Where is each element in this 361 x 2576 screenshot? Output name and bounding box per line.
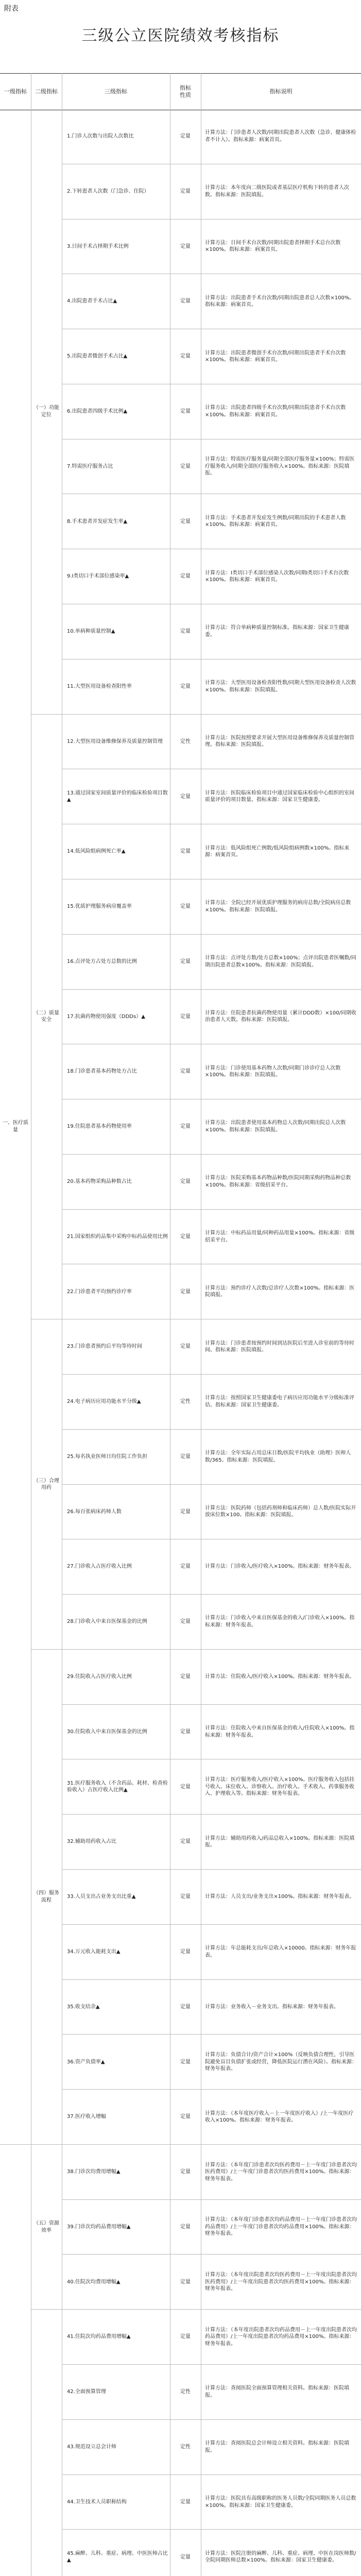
indicator-nature: 定性 <box>170 2420 201 2475</box>
indicator-nature: 定量 <box>170 2310 201 2365</box>
indicator-description: 计算方法：医院采购基本药物品种数/医院同期采购药物品种总数×100%。指标来源：省级招采平台。 <box>201 1155 361 1210</box>
indicator-nature: 定量 <box>170 1595 201 1650</box>
indicator-description: 计算方法：中标药品用量/同种药品用量×100%。指标来源：省级招采平台。 <box>201 1210 361 1265</box>
indicator-description: 计算方法：低风险组死亡例数/低风险组病例数×100%。指标来源：病案首页。 <box>201 824 361 879</box>
indicator-nature: 定量 <box>170 2145 201 2200</box>
level2-cell: （一）功能定位 <box>31 109 62 715</box>
indicator-name: 34.万元收入能耗支出▲ <box>62 1925 170 1980</box>
indicator-name: 9.Ⅰ类切口手术部位感染率▲ <box>62 549 170 604</box>
indicator-nature: 定量 <box>170 1870 201 1925</box>
indicator-nature: 定量 <box>170 769 201 824</box>
indicator-nature: 定量 <box>170 1980 201 2035</box>
indicator-name: 30.住院收入中来自医保基金的比例 <box>62 1705 170 1760</box>
indicator-description: 计算方法：医院注册的麻醉、儿科、重症、病理、中医在岗医师数/全院同期医师总数×100%。指标来源：国家卫生健康委。 <box>201 2530 361 2576</box>
header-nature: 指标 性质 <box>180 84 191 98</box>
indicator-description: 计算方法：辅助用药收入/药品总收入×100%。指标来源：医院填报。 <box>201 1815 361 1870</box>
indicator-name: 41.住院次均药品费用增幅▲ <box>62 2310 170 2365</box>
indicator-name: 29.住院收入占医疗收入比例 <box>62 1650 170 1705</box>
indicator-name: 18.门诊患者基本药物处方占比 <box>62 1044 170 1099</box>
indicator-nature: 定量 <box>170 659 201 715</box>
indicator-name: 33.人员支出占业务支出比重▲ <box>62 1870 170 1925</box>
indicator-name: 37.医疗收入增幅 <box>62 2090 170 2145</box>
indicator-description: 计算方法：门诊患者人次数/同期出院患者人次数（急诊、健康体检者不计入）。指标来源：病案首页。 <box>201 109 361 164</box>
appendix-label: 附表 <box>4 5 19 13</box>
indicator-nature: 定量 <box>170 2255 201 2310</box>
table-header <box>0 73 361 110</box>
indicator-description: 计算方法：医院按照要求开展大型医用设备维修保养及质量控制管理。指标来源：医院填报。 <box>201 715 361 770</box>
indicator-description: 计算方法：出院患者四级手术台次数/同期出院患者手术台次数×100%。指标来源：病案首页。 <box>201 384 361 439</box>
indicator-nature: 定量 <box>170 384 201 439</box>
indicator-description: 计算方法：人员支出/业务支出×100%。指标来源：财务年报表。 <box>201 1870 361 1925</box>
indicator-nature: 定量 <box>170 1650 201 1705</box>
indicator-nature: 定量 <box>170 1430 201 1485</box>
indicator-description: 计算方法：医院临床检验项目中通过国家临床检验中心组织的室间质量评价的项目数量。指标来源：国家卫生健康委。 <box>201 769 361 824</box>
indicator-nature: 定量 <box>170 824 201 879</box>
indicator-name: 19.住院患者基本药物使用率 <box>62 1099 170 1155</box>
indicator-nature: 定量 <box>170 879 201 935</box>
indicator-description: 计算方法：医院药师（包括药剂师和临床药师）总人数/医院实际开放床位数×100。指标来源：医院填报。 <box>201 1485 361 1540</box>
indicator-description: 计算方法：住院患者抗菌药物使用量（累计DDD数）×100/同期收治患者人天数。指标来源：医院填报。 <box>201 990 361 1045</box>
indicator-name: 39.门诊次均药品费用增幅▲ <box>62 2200 170 2255</box>
indicator-description: 计算方法：门诊收入中来自医保基金的收入/门诊收入×100%。指标来源：财务年报表。 <box>201 1595 361 1650</box>
indicator-description: 计算方法：点评处方数/处方总数×100%；点评出院患者医嘱数/同期出院患者总数×100%。指标来源：医院填报。 <box>201 935 361 990</box>
indicator-description: 计算方法：日间手术台次数/同期出院患者择期手术总台次数×100%。指标来源：病案首页。 <box>201 219 361 275</box>
indicator-nature: 定性 <box>170 715 201 770</box>
indicator-description: 计算方法：全年实际占用总床日数/医院平均执业（助理）医师人数/365。指标来源：医院填报。 <box>201 1430 361 1485</box>
header-desc: 指标说明 <box>269 88 293 95</box>
indicator-description: 计算方法：本年度向二级医院或者基层医疗机构下转的患者人次数。指标来源：医院填报。 <box>201 164 361 219</box>
indicator-name: 42.全面预算管理 <box>62 2365 170 2420</box>
indicator-name: 44.卫生技术人员职称结构 <box>62 2475 170 2530</box>
indicator-nature: 定量 <box>170 1210 201 1265</box>
indicator-nature: 定量 <box>170 1485 201 1540</box>
page-title: 三级公立医院绩效考核指标 <box>81 27 280 45</box>
indicator-description: 计算方法：查阅医院全面预算管理相关资料。指标来源：医院填报。 <box>201 2365 361 2420</box>
indicator-name: 4.出院患者手术占比▲ <box>62 274 170 329</box>
indicator-nature: 定量 <box>170 219 201 275</box>
indicator-name: 43.规范设立总会计师 <box>62 2420 170 2475</box>
indicator-description: 计算方法：符合单病种质量控制标准。指标来源：国家卫生健康委。 <box>201 604 361 659</box>
indicator-name: 38.门诊次均费用增幅▲ <box>62 2145 170 2200</box>
indicator-description: 计算方法：特需医疗服务量/同期全部医疗服务量×100%；特需医疗服务收入/同期全部医疗服务收入×100%。指标来源：医院填报。 <box>201 439 361 495</box>
indicator-name: 6.出院患者四级手术比例▲ <box>62 384 170 439</box>
level2-cell: （三）合理用药 <box>31 1319 62 1650</box>
indicator-nature: 定量 <box>170 1264 201 1319</box>
indicator-nature: 定量 <box>170 1319 201 1375</box>
indicator-description: 计算方法：（本年度门诊患者次均药品费用－上一年度门诊患者次均药品费用）/上一年度门诊患者次均药品费用×100%。指标来源：财务年报表。 <box>201 2200 361 2255</box>
indicator-nature: 定量 <box>170 1705 201 1760</box>
indicator-nature: 定量 <box>170 549 201 604</box>
level2-cell: （五）资源效率 <box>31 2145 62 2310</box>
indicator-description: 计算方法：门诊收入/医疗收入×100%。指标来源：财务年报表。 <box>201 1539 361 1595</box>
indicator-nature: 定量 <box>170 935 201 990</box>
indicator-name: 14.低风险组病例死亡率▲ <box>62 824 170 879</box>
indicator-description: 计算方法：业务收入－业务支出。指标来源：财务年报表。 <box>201 1980 361 2035</box>
indicator-name: 32.辅助用药收入占比 <box>62 1815 170 1870</box>
indicator-name: 16.点评处方占处方总数的比例 <box>62 935 170 990</box>
indicator-name: 8.手术患者并发症发生率▲ <box>62 494 170 549</box>
indicator-description: 计算方法：（本年度出院患者次均医药费用－上一年度出院患者次均医药费用）/上一年度出院患者次均医药费用×100%。指标来源：财务年报表。 <box>201 2255 361 2310</box>
indicator-description: 计算方法：出院患者使用基本药物总人次数/同期出院总人次数×100%。指标来源：医院填报。 <box>201 1099 361 1155</box>
indicator-name: 25.每名执业医师日均住院工作负担 <box>62 1430 170 1485</box>
indicator-description: 计算方法：门诊患者按预约时间到达医院后至进入诊室前的等待时间。指标来源：医院填报。 <box>201 1319 361 1375</box>
indicator-name: 11.大型医用设备检查阳性率 <box>62 659 170 715</box>
indicator-nature: 定量 <box>170 2035 201 2090</box>
indicator-description: 计算方法：手术患者并发症发生例数/同期出院的手术患者人数×100%。指标来源：病案首页。 <box>201 494 361 549</box>
indicator-name: 3.日间手术占择期手术比例 <box>62 219 170 275</box>
level1-cell <box>0 2145 31 2576</box>
indicator-nature: 定量 <box>170 494 201 549</box>
indicator-name: 21.国家组织药品集中采购中标药品使用比例 <box>62 1210 170 1265</box>
indicator-nature: 定性 <box>170 1375 201 1430</box>
indicator-description: 计算方法：医疗服务收入/医疗收入×100%。医疗服务收入包括挂号收入、床位收入、诊察收入、治疗收入、手术收入、药事服务收入、护理收入等。指标来源：财务年报表。 <box>201 1759 361 1815</box>
indicator-description: 计算方法：（本年度医疗收入－上一年度医疗收入）/上一年度医疗收入×100%。指标来源：财务年报表。 <box>201 2090 361 2145</box>
indicator-nature: 定量 <box>170 329 201 384</box>
indicator-nature: 定量 <box>170 990 201 1045</box>
indicator-name: 35.收支结余▲ <box>62 1980 170 2035</box>
indicator-name: 31.医疗服务收入（不含药品、耗材、检查检验收入）占医疗收入比例▲ <box>62 1759 170 1815</box>
indicator-name: 28.门诊收入中来自医保基金的比例 <box>62 1595 170 1650</box>
indicator-nature: 定量 <box>170 274 201 329</box>
indicator-name: 26.每百张病床药师人数 <box>62 1485 170 1540</box>
indicator-description: 计算方法：门诊使用基本药物人次数/同期门诊诊疗总人次数×100%。指标来源：医院填报。 <box>201 1044 361 1099</box>
indicator-name: 13.通过国家室间质量评价的临床检验项目数▲ <box>62 769 170 824</box>
indicator-name: 23.门诊患者预约后平均等待时间 <box>62 1319 170 1375</box>
indicator-name: 17.抗菌药物使用强度（DDDs）▲ <box>62 990 170 1045</box>
indicator-description: 计算方法：住院收入/医疗收入×100%。指标来源：财务年报表。 <box>201 1650 361 1705</box>
header-level2: 二级指标 <box>35 88 58 95</box>
indicator-nature: 定量 <box>170 2200 201 2255</box>
indicator-nature: 定量 <box>170 604 201 659</box>
indicator-nature: 定量 <box>170 2475 201 2530</box>
header-level3: 三级指标 <box>105 88 127 95</box>
indicator-name: 27.门诊收入占医疗收入比例 <box>62 1539 170 1595</box>
header-level1: 一级指标 <box>4 88 27 95</box>
indicator-description: 计算方法：Ⅰ类切口手术部位感染人次数/同期Ⅰ类切口手术台次数×100%。指标来源：病案首页。 <box>201 549 361 604</box>
level2-cell: （四）服务流程 <box>31 1650 62 2145</box>
indicator-nature: 定量 <box>170 1539 201 1595</box>
indicator-description: 计算方法：大型医用设备检查阳性数/同期大型医用设备检查人次数×100%。指标来源：医院填报。 <box>201 659 361 715</box>
indicator-nature: 定量 <box>170 2530 201 2576</box>
indicator-name: 24.电子病历应用功能水平分级▲ <box>62 1375 170 1430</box>
indicator-name: 20.基本药物采购品种数占比 <box>62 1155 170 1210</box>
indicator-nature: 定量 <box>170 1815 201 1870</box>
level2-cell: （二）质量安全 <box>31 715 62 1320</box>
indicator-nature: 定量 <box>170 164 201 219</box>
indicator-description: 计算方法：预约诊疗人次数/总诊疗人次数×100%。指标来源：医院填报。 <box>201 1264 361 1319</box>
indicator-description: 计算方法：负债合计/资产合计×100%（反映负债合理性，引导医院避免盲目负债扩张或经营，降低医院运行潜在风险）。指标来源：财务年报表。 <box>201 2035 361 2090</box>
indicator-nature: 定量 <box>170 1099 201 1155</box>
indicator-nature: 定量 <box>170 1925 201 1980</box>
indicator-description: 计算方法：出院患者手术台次数/同期出院患者总人次数×100%。指标来源：病案首页。 <box>201 274 361 329</box>
indicator-nature: 定量 <box>170 1155 201 1210</box>
indicator-name: 10.单病种质量控制▲ <box>62 604 170 659</box>
indicator-name: 45.麻醉、儿科、重症、病理、中医医师占比▲ <box>62 2530 170 2576</box>
indicator-nature: 定量 <box>170 1044 201 1099</box>
indicator-name: 15.优质护理服务病房覆盖率 <box>62 879 170 935</box>
indicator-description: 计算方法：全院已经开展优质护理服务的病房总数/全院病房总数×100%。指标来源：医院填报。 <box>201 879 361 935</box>
indicator-name: 7.特需医疗服务占比 <box>62 439 170 495</box>
indicator-description: 计算方法：出院患者微创手术台次数/同期出院患者手术台次数×100%。指标来源：病案首页。 <box>201 329 361 384</box>
level2-cell <box>31 2310 62 2576</box>
indicator-name: 1.门诊人次数与出院人次数比 <box>62 109 170 164</box>
indicator-nature: 定性 <box>170 2365 201 2420</box>
indicator-table <box>0 109 361 2576</box>
indicator-name: 36.资产负债率▲ <box>62 2035 170 2090</box>
indicator-name: 2.下转患者人次数（门急诊、住院） <box>62 164 170 219</box>
indicator-name: 12.大型医用设备维修保养及质量控制管理 <box>62 715 170 770</box>
indicator-name: 40.住院次均费用增幅▲ <box>62 2255 170 2310</box>
indicator-description: 计算方法：按照国家卫生健康委电子病历应用功能水平分级标准评估。指标来源：国家卫生健康委。 <box>201 1375 361 1430</box>
indicator-nature: 定量 <box>170 439 201 495</box>
indicator-description: 计算方法：年总能耗支出/年总收入×10000。指标来源：财务年报表。 <box>201 1925 361 1980</box>
indicator-description: 计算方法：医院具有高级职称的医务人员数/全院同期医务人员总数×100%。指标来源：国家卫生健康委。 <box>201 2475 361 2530</box>
indicator-description: 计算方法：查阅医院总会计师设立相关资料。指标来源：医院填报。 <box>201 2420 361 2475</box>
indicator-description: 计算方法：（本年度出院患者次均药品费用－上一年度出院患者次均药品费用）/上一年度出院患者次均药品费用×100%。指标来源：财务年报表。 <box>201 2310 361 2365</box>
indicator-nature: 定量 <box>170 109 201 164</box>
level1-cell: 一、医疗质量 <box>0 109 31 2145</box>
indicator-name: 22.门诊患者平均预约诊疗率 <box>62 1264 170 1319</box>
indicator-description: 计算方法：（本年度门诊患者次均医药费用－上一年度门诊患者次均医药费用）/上一年度门诊患者次均医药费用×100%。指标来源：财务年报表。 <box>201 2145 361 2200</box>
indicator-name: 5.出院患者微创手术占比▲ <box>62 329 170 384</box>
indicator-nature: 定量 <box>170 1759 201 1815</box>
indicator-description: 计算方法：住院收入中来自医保基金的收入/住院收入×100%。指标来源：财务年报表。 <box>201 1705 361 1760</box>
indicator-nature: 定量 <box>170 2090 201 2145</box>
